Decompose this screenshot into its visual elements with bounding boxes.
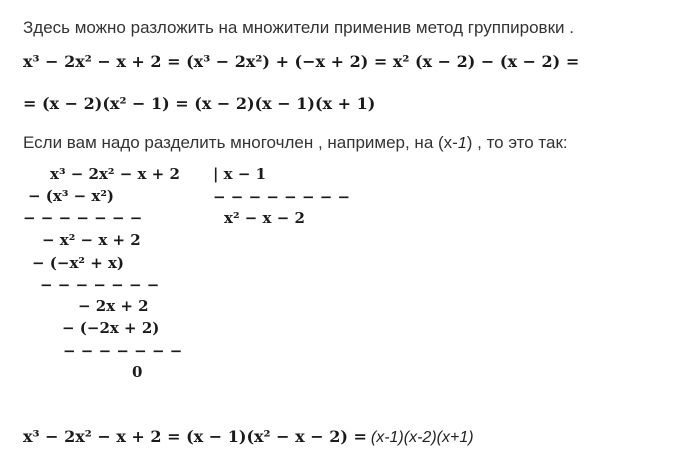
- division-intro-before: Если вам надо разделить многочлен , например, на (x-: [23, 133, 458, 152]
- divisor: | x − 1: [213, 165, 267, 183]
- divisor-underline: − − − − − − − −: [213, 188, 351, 206]
- final-equation-text: (x-1)(x-2)(x+1): [370, 429, 474, 446]
- quotient: x² − x − 2: [224, 209, 305, 227]
- step2-remainder: − 2x + 2: [78, 297, 149, 315]
- division-intro-number: 1: [457, 135, 467, 152]
- final-equation: [23, 427, 474, 447]
- step1-subtract: − (x³ − x²): [28, 187, 115, 205]
- step3-line: − − − − − − −: [63, 342, 183, 360]
- division-intro: [23, 133, 568, 153]
- division-intro-after: ) , то это так:: [466, 133, 568, 152]
- final-remainder: 0: [132, 363, 143, 381]
- grouping-line-2: = (x − 2)(x² − 1) = (x − 2)(x − 1)(x + 1): [23, 94, 376, 113]
- step2-subtract: − (−x² + x): [32, 254, 125, 272]
- grouping-line-1: x³ − 2x² − x + 2 = (x³ − 2x²) + (−x + 2) = x² (x − 2) − (x − 2) =: [23, 52, 580, 71]
- dividend: x³ − 2x² − x + 2: [50, 165, 180, 183]
- step3-subtract: − (−2x + 2): [62, 319, 160, 337]
- step2-line: − − − − − − −: [40, 276, 160, 294]
- step1-remainder: − x² − x + 2: [42, 231, 141, 249]
- step1-line: − − − − − − −: [23, 209, 143, 227]
- final-equation-math: x³ − 2x² − x + 2 = (x − 1)(x² − x − 2) =: [23, 427, 367, 446]
- intro-text: Здесь можно разложить на множители применив метод группировки .: [23, 18, 574, 37]
